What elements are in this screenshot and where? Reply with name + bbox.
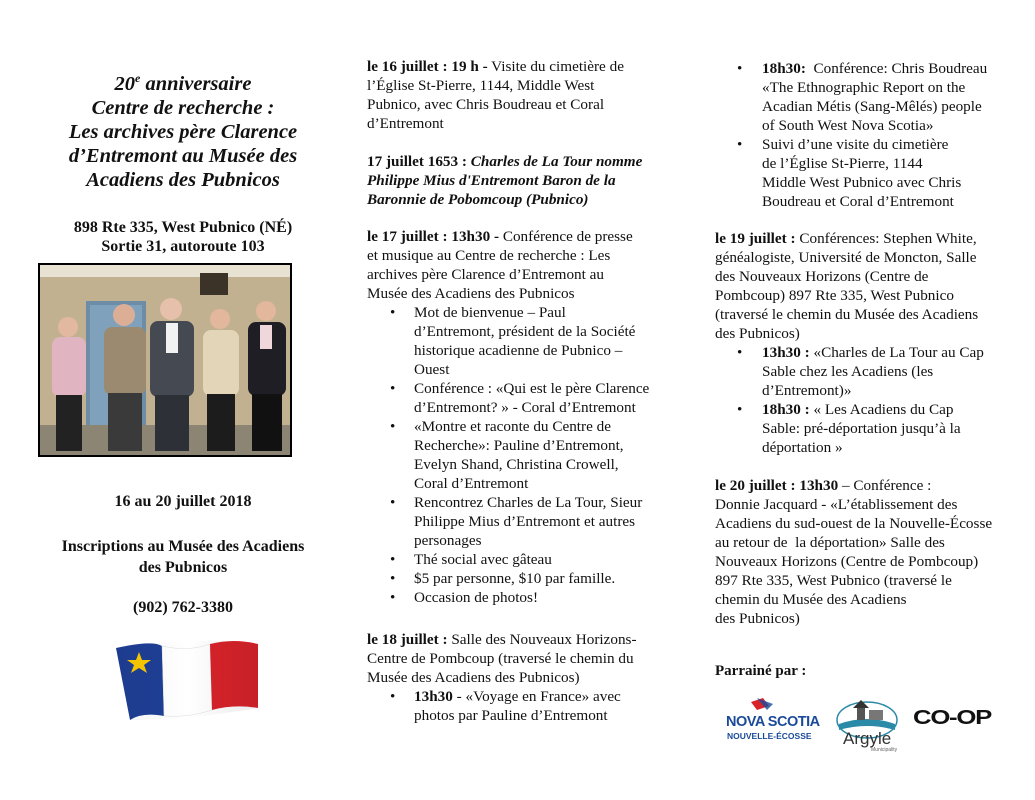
july-17-program-list bbox=[367, 303, 667, 607]
title-line-4: d’Entremont au Musée des bbox=[68, 144, 298, 167]
argyle-logo bbox=[837, 700, 898, 753]
nova-scotia-logo-text-1: NOVA SCOTIA bbox=[726, 714, 820, 730]
list-item: • Suivi d’une visite du cimetière de l’Église St-Pierre, 1144 Middle West Pubnico avec Chris Boudreau et Coral d’Entremont bbox=[737, 136, 962, 210]
bullet-icon: • bbox=[390, 494, 396, 511]
coop-logo-text: CO-OP bbox=[913, 707, 992, 729]
list-item: • 13h30 - «Voyage en France» avec photos par Pauline d’Entremont bbox=[390, 688, 621, 724]
history-note-1653: 17 juillet 1653 : Charles de La Tour nomme Philippe Mius d'Entremont Baron de la Baronnie de Pobomcoup (Pubnico) bbox=[367, 153, 643, 208]
acadian-flag-icon bbox=[112, 638, 262, 722]
acadian-flag bbox=[112, 638, 262, 727]
list-item: • $5 par personne, $10 par famille. bbox=[390, 570, 616, 587]
list-item: • Mot de bienvenue – Paul d’Entremont, président de la Société historique acadienne de Pubnico – Ouest bbox=[390, 304, 636, 378]
group-photo bbox=[38, 263, 292, 457]
list-item: • Thé social avec gâteau bbox=[390, 551, 552, 568]
address: 898 Rte 335, West Pubnico (NÉ) Sortie 31, autoroute 103 bbox=[73, 219, 293, 255]
argyle-logo-subtext: Municipality bbox=[871, 747, 898, 753]
title-line-3: Les archives père Clarence bbox=[68, 120, 298, 143]
event-july-18: le 18 juillet : Salle des Nouveaux Horizons- Centre de Pombcoup (traversé le chemin du Musée des Acadiens des Pubnicos) • 13h30 - «Voyage en France» avec photos par Pauline d’Entremont bbox=[367, 630, 667, 725]
event-july-17: le 17 juillet : 13h30 - Conférence de presse et musique au Centre de recherche : Les archives père Clarence d’Entremont au Musée des Acadiens des Pubnicos • Mot de bienvenue – Paul d’Entremont, président de la Société historique acadienne de Pubnico – Ouest • Conférence : «Qui est le père Clarence d’Entremont? » - Coral d’Entremont • «Montre et raconte du Centre de Recherche»: Pauline d’Entremont, Evelyn Shand, Christina Crowell, Coral d’Entremont • Rencontrez Charles de La Tour, Sieur Philippe Mius d’Entremont et autres personages • Thé social avec gâteau • $5 par personne, $10 par famille. • Occasion de photos! bbox=[367, 227, 667, 607]
event-july-20: le 20 juillet : 13h30 – Conférence : Donnie Jacquard - «L’établissement des Acadiens du sud-ouest de la Nouvelle-Écosse au retour de la déportation» Salle des Nouveaux Horizons (Centre de Pombcoup) 897 Rte 335, West Pubnico (traversé le chemin du Musée des Acadiens des Pubnicos) bbox=[715, 477, 993, 627]
bullet-icon: • bbox=[390, 570, 396, 587]
list-item: • «Montre et raconte du Centre de Recherche»: Pauline d’Entremont, Evelyn Shand, Christina Crowell, Coral d’Entremont bbox=[390, 418, 624, 492]
nova-scotia-logo-text-2: NOUVELLE-ÉCOSSE bbox=[727, 731, 812, 741]
bullet-icon: • bbox=[737, 344, 743, 361]
title-line-1: 20e anniversaire bbox=[114, 71, 252, 95]
event-dates: 16 au 20 juillet 2018 bbox=[114, 493, 252, 510]
bullet-icon: • bbox=[390, 688, 396, 705]
list-item: • 18h30 : « Les Acadiens du Cap Sable: pré-déportation jusqu’à la déportation » bbox=[737, 401, 961, 456]
title-line-5: Acadiens des Pubnicos bbox=[86, 168, 280, 191]
bullet-icon: • bbox=[737, 60, 743, 77]
sponsor-logos-graphic bbox=[723, 696, 1013, 756]
bullet-icon: • bbox=[737, 401, 743, 418]
event-july-18-evening bbox=[715, 59, 1020, 211]
event-july-19: le 19 juillet : Conférences: Stephen White, généalogiste, Université de Moncton, Salle des Nouveaux Horizons (Centre de Pombcoup) 897 Rte 335, West Pubnico (traversé le chemin du Musée des Acadiens des Pubnicos) • 13h30 : «Charles de La Tour au Cap Sable chez les Acadiens (les d’Entremont)» • 18h30 : « Les Acadiens du Cap Sable: pré-déportation jusqu’à la déportation » bbox=[715, 229, 1020, 457]
bullet-icon: • bbox=[390, 380, 396, 397]
bullet-icon: • bbox=[390, 551, 396, 568]
list-item: • 13h30 : «Charles de La Tour au Cap Sable chez les Acadiens (les d’Entremont)» bbox=[737, 344, 984, 399]
coop-logo bbox=[913, 707, 992, 729]
phone-number: (902) 762-3380 bbox=[133, 599, 233, 616]
sponsor-logos bbox=[723, 696, 1013, 756]
list-item: • Rencontrez Charles de La Tour, Sieur Philippe Mius d’Entremont et autres personages bbox=[390, 494, 643, 549]
title-line-2: Centre de recherche : bbox=[91, 96, 275, 119]
bullet-icon: • bbox=[737, 136, 743, 153]
list-item: • Conférence : «Qui est le père Clarence d’Entremont? » - Coral d’Entremont bbox=[390, 380, 650, 416]
nova-scotia-logo bbox=[726, 698, 821, 741]
event-july-16: le 16 juillet : 19 h - Visite du cimetière de l’Église St-Pierre, 1144, Middle West Pubnico, avec Chris Boudreau et Coral d’Entremont bbox=[367, 58, 624, 132]
bullet-icon: • bbox=[390, 418, 396, 435]
bullet-icon: • bbox=[390, 304, 396, 321]
bullet-icon: • bbox=[390, 589, 396, 606]
group-photo-image bbox=[40, 265, 290, 455]
argyle-logo-text: Argyle bbox=[843, 729, 892, 748]
list-item: • 18h30: Conférence: Chris Boudreau «The Ethnographic Report on the Acadian Métis (Sang-Mêlés) people of South West Nova Scotia» bbox=[737, 60, 988, 134]
list-item: • Occasion de photos! bbox=[390, 589, 538, 606]
event-title bbox=[28, 66, 338, 192]
registration-info: Inscriptions au Musée des Acadiens des Pubnicos bbox=[61, 538, 305, 576]
sponsor-label: Parrainé par : bbox=[715, 663, 807, 679]
